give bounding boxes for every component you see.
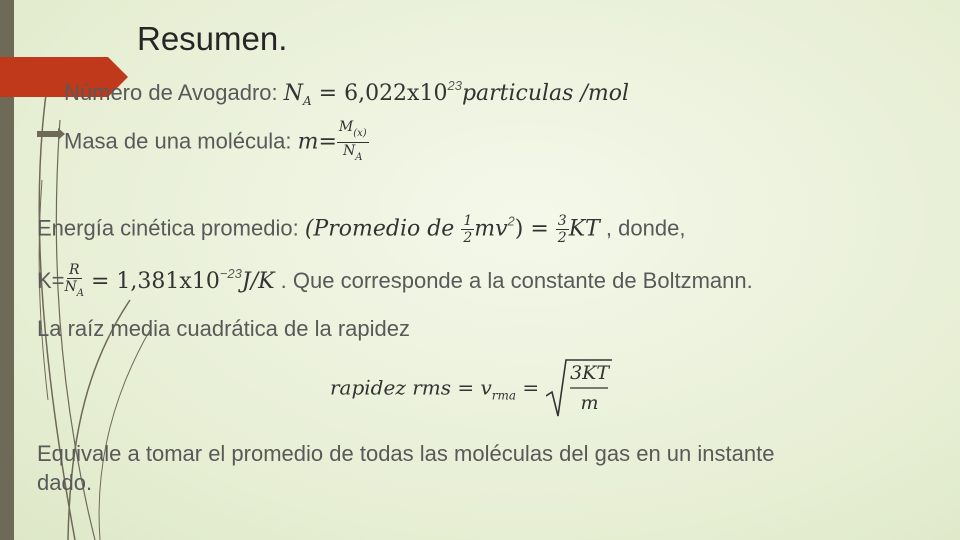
mass-lhs: m= <box>297 129 337 155</box>
three-halves-numerator: 3 <box>557 213 567 229</box>
boltzmann-value: = 1,381x10 <box>84 268 220 294</box>
mass-label: Masa de una molécula: <box>64 128 298 154</box>
avogadro-label: Número de Avogadro: <box>64 80 284 105</box>
kinetic-mv-exp: 2 <box>507 213 515 229</box>
kinetic-kt: KT <box>568 216 600 242</box>
boltzmann-unit: J/K <box>241 268 275 294</box>
avogadro-value: = 6,022x10 <box>311 81 448 106</box>
kinetic-close: ) = <box>514 216 556 242</box>
sqrt-numerator: 3KT <box>570 362 610 384</box>
kinetic-suffix: , donde, <box>599 215 686 241</box>
kinetic-mv: mv <box>474 216 508 242</box>
kinetic-fraction-half <box>461 213 474 246</box>
avogadro-unit: particulas /mol <box>461 81 630 106</box>
boltzmann-text: . Que corresponde a la constante de Boltzmann. <box>274 267 753 293</box>
boltzmann-numerator: R <box>69 262 80 278</box>
kinetic-line <box>37 213 685 246</box>
mass-denominator-sub: A <box>355 152 363 163</box>
equivalence-line-2: dado. <box>37 470 93 495</box>
mass-denominator: N <box>343 143 356 159</box>
three-halves-denominator: 2 <box>557 230 567 246</box>
kinetic-fraction-three-halves <box>556 213 569 246</box>
half-denominator: 2 <box>463 230 473 246</box>
sqrt-radical <box>546 358 612 420</box>
rms-lhs: rapidez rms = v <box>330 375 492 400</box>
boltzmann-fraction <box>65 262 84 302</box>
kinetic-label: Energía cinética promedio: <box>37 215 305 241</box>
bullet-arrow-icon <box>37 131 59 137</box>
half-numerator: 1 <box>463 213 473 229</box>
boltzmann-denominator: N <box>64 279 77 295</box>
sqrt-denominator: m <box>580 392 599 414</box>
rms-equals: = <box>516 375 546 400</box>
boltzmann-line <box>37 262 753 302</box>
avogadro-symbol: N <box>283 81 303 106</box>
rms-subscript: rma <box>491 388 517 403</box>
equivalence-line-1: Equivale a tomar el promedio de todas las moléculas del gas en un instante <box>37 441 775 466</box>
mass-fraction <box>337 119 369 166</box>
kinetic-paren: (Promedio de <box>304 216 462 242</box>
avogadro-subscript: A <box>302 94 312 108</box>
mass-line <box>64 119 369 166</box>
rms-heading: La raíz media cuadrática de la rapidez <box>37 316 410 341</box>
boltzmann-denominator-sub: A <box>76 288 85 299</box>
avogadro-exponent: 23 <box>447 78 462 93</box>
avogadro-line <box>64 78 629 108</box>
boltzmann-lhs: K= <box>37 267 65 293</box>
mass-numerator: M <box>338 119 354 135</box>
rms-formula <box>330 358 612 420</box>
mass-numerator-sub: (x) <box>353 128 367 139</box>
slide-title: Resumen. <box>137 20 288 57</box>
boltzmann-exponent: −23 <box>219 265 242 281</box>
